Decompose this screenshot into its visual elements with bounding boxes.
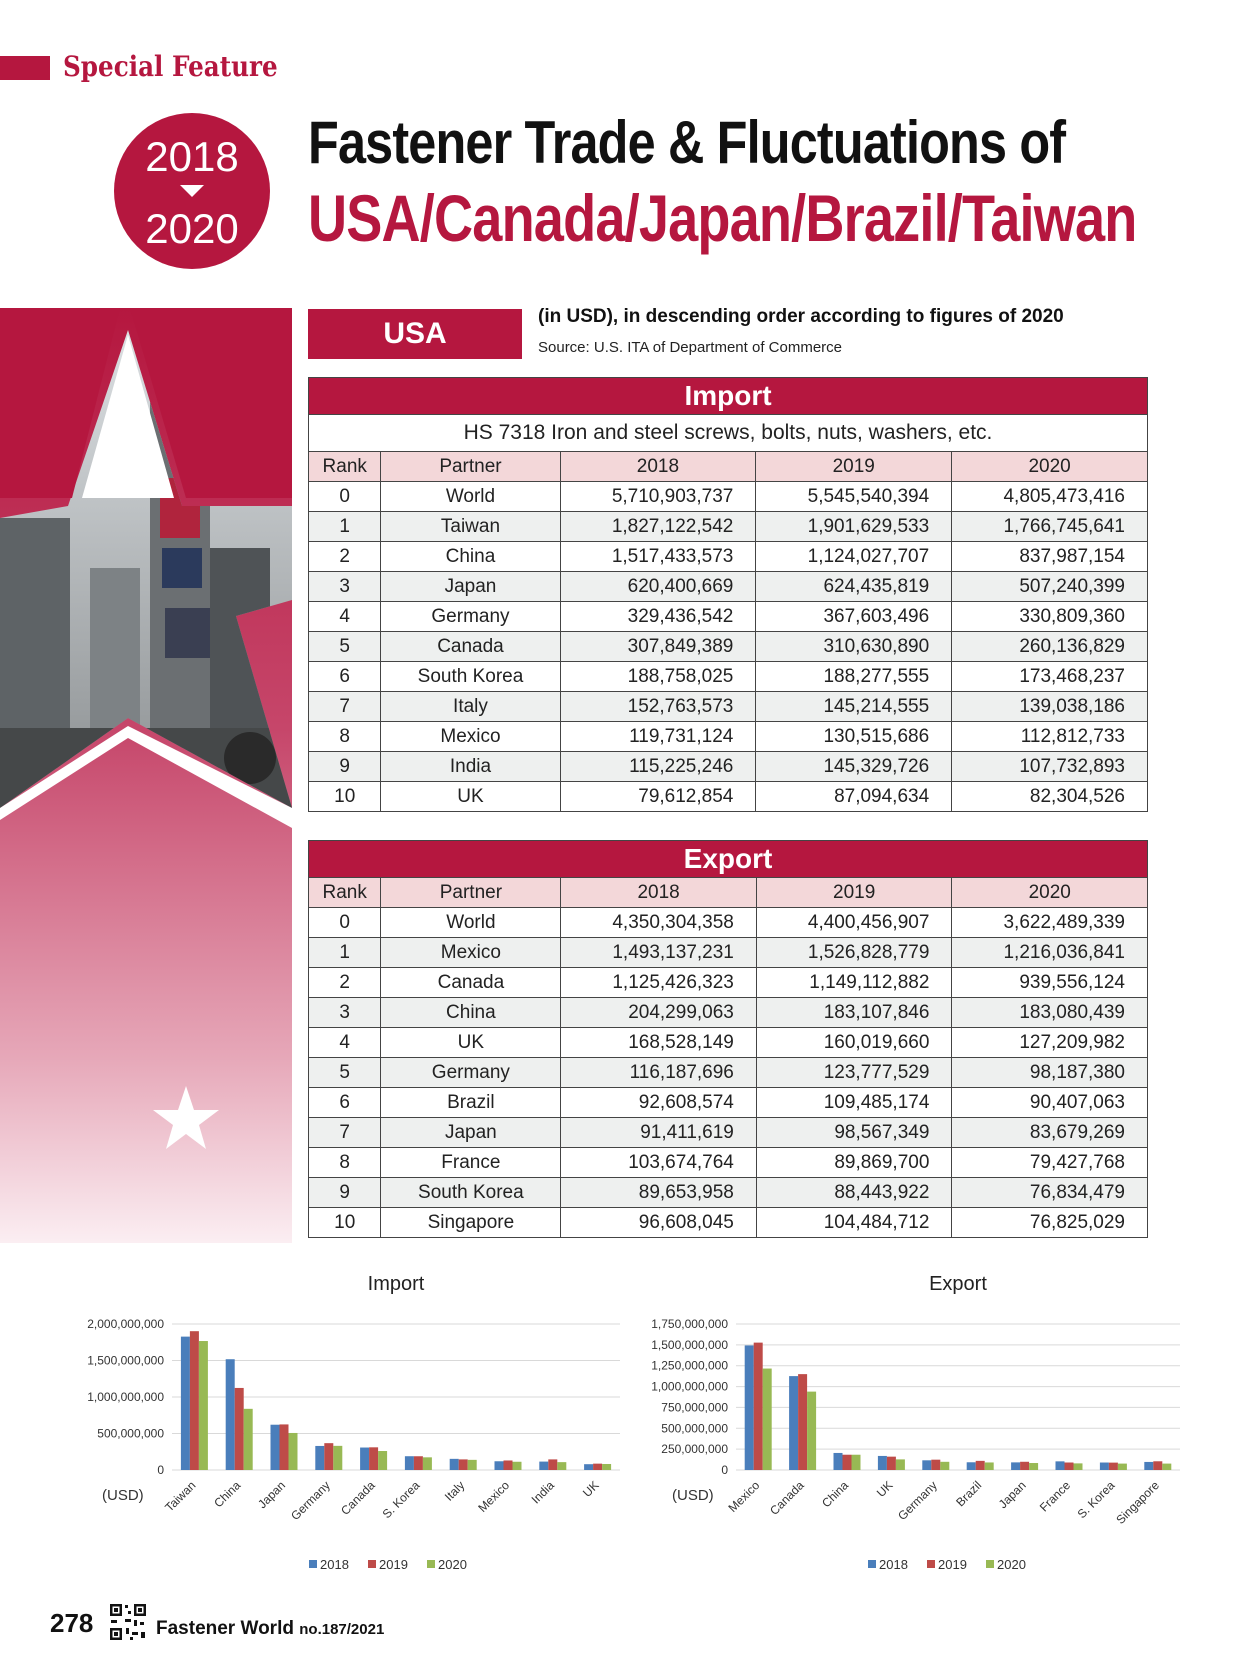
bar-2018 bbox=[745, 1345, 754, 1470]
bar-2019 bbox=[1020, 1462, 1029, 1470]
table-row bbox=[309, 1028, 1148, 1058]
table-row bbox=[309, 1178, 1148, 1208]
value-cell: 145,214,555 bbox=[756, 692, 952, 722]
bar-2018 bbox=[405, 1456, 414, 1470]
partner-cell: UK bbox=[381, 782, 560, 812]
table-row bbox=[309, 542, 1148, 572]
value-cell: 329,436,542 bbox=[560, 602, 756, 632]
table-row bbox=[309, 692, 1148, 722]
value-cell: 204,299,063 bbox=[561, 998, 757, 1028]
partner-cell: Mexico bbox=[381, 938, 561, 968]
partner-cell: Germany bbox=[381, 602, 560, 632]
table-row bbox=[309, 908, 1148, 938]
y-tick-label: 2,000,000,000 bbox=[87, 1317, 164, 1331]
y-tick-label: 1,000,000,000 bbox=[651, 1379, 728, 1394]
bar-2020 bbox=[1074, 1463, 1083, 1470]
magazine-name bbox=[156, 1618, 384, 1640]
bar-2018 bbox=[584, 1464, 593, 1470]
x-tick-label: Taiwan bbox=[162, 1478, 199, 1515]
bar-2019 bbox=[976, 1461, 985, 1470]
chart-title: Export bbox=[929, 1273, 987, 1295]
times-square-photo bbox=[0, 308, 292, 1243]
x-tick-label: Canada bbox=[767, 1478, 807, 1518]
section-label: Special Feature bbox=[63, 50, 278, 83]
magazine-title: Fastener World bbox=[156, 1618, 294, 1639]
value-cell: 939,556,124 bbox=[952, 968, 1148, 998]
y-tick-label: 0 bbox=[721, 1463, 728, 1477]
rank-cell: 2 bbox=[309, 542, 381, 572]
bar-2018 bbox=[226, 1359, 235, 1470]
export-table-caption: Export bbox=[309, 841, 1148, 878]
qr-code-icon bbox=[108, 1602, 148, 1642]
value-cell: 76,834,479 bbox=[952, 1178, 1148, 1208]
rank-cell: 1 bbox=[309, 512, 381, 542]
rank-cell: 4 bbox=[309, 1028, 381, 1058]
value-cell: 89,653,958 bbox=[561, 1178, 757, 1208]
column-header: 2018 bbox=[561, 878, 757, 908]
value-cell: 98,567,349 bbox=[756, 1118, 952, 1148]
partner-cell: Mexico bbox=[381, 722, 560, 752]
value-cell: 87,094,634 bbox=[756, 782, 952, 812]
page-title-line1: Fastener Trade & Fluctuations of bbox=[308, 109, 1066, 176]
rank-cell: 2 bbox=[309, 968, 381, 998]
bar-2020 bbox=[423, 1457, 432, 1470]
import-table-subtitle: HS 7318 Iron and steel screws, bolts, nuts, washers, etc. bbox=[309, 415, 1148, 452]
bar-2020 bbox=[763, 1369, 772, 1470]
x-tick-label: Japan bbox=[995, 1478, 1029, 1512]
partner-cell: UK bbox=[381, 1028, 561, 1058]
value-cell: 88,443,922 bbox=[756, 1178, 952, 1208]
value-cell: 1,216,036,841 bbox=[952, 938, 1148, 968]
bar-2019 bbox=[887, 1457, 896, 1470]
value-cell: 116,187,696 bbox=[561, 1058, 757, 1088]
partner-cell: India bbox=[381, 752, 560, 782]
x-tick-label: Brazil bbox=[953, 1478, 985, 1510]
bar-2019 bbox=[235, 1388, 244, 1470]
value-cell: 1,827,122,542 bbox=[560, 512, 756, 542]
bar-2018 bbox=[315, 1446, 324, 1470]
partner-cell: Canada bbox=[381, 632, 560, 662]
bar-2020 bbox=[1162, 1464, 1171, 1470]
partner-cell: South Korea bbox=[381, 662, 560, 692]
page-title-line2: USA/Canada/Japan/Brazil/Taiwan bbox=[308, 181, 1137, 255]
rank-cell: 3 bbox=[309, 998, 381, 1028]
decorative-side-panel bbox=[0, 308, 292, 1243]
bar-2018 bbox=[539, 1462, 548, 1470]
bar-2019 bbox=[1109, 1463, 1118, 1470]
bar-2019 bbox=[548, 1459, 557, 1470]
value-cell: 152,763,573 bbox=[560, 692, 756, 722]
rank-cell: 9 bbox=[309, 1178, 381, 1208]
value-cell: 130,515,686 bbox=[756, 722, 952, 752]
star-icon bbox=[153, 1086, 219, 1149]
table-row bbox=[309, 572, 1148, 602]
x-tick-label: Germany bbox=[895, 1478, 940, 1524]
legend-label: 2020 bbox=[997, 1557, 1026, 1572]
x-tick-label: Singapore bbox=[1113, 1478, 1162, 1527]
value-cell: 92,608,574 bbox=[561, 1088, 757, 1118]
column-header: Partner bbox=[381, 878, 561, 908]
value-cell: 837,987,154 bbox=[952, 542, 1148, 572]
export-bar-chart bbox=[620, 1272, 1200, 1582]
table-row bbox=[309, 722, 1148, 752]
import-table bbox=[308, 377, 1148, 812]
value-cell: 1,125,426,323 bbox=[561, 968, 757, 998]
legend-swatch bbox=[368, 1560, 376, 1568]
partner-cell: Japan bbox=[381, 1118, 561, 1148]
value-cell: 1,124,027,707 bbox=[756, 542, 952, 572]
bar-2019 bbox=[280, 1424, 289, 1470]
bar-2020 bbox=[289, 1433, 298, 1470]
value-cell: 330,809,360 bbox=[952, 602, 1148, 632]
value-cell: 103,674,764 bbox=[561, 1148, 757, 1178]
value-cell: 183,080,439 bbox=[952, 998, 1148, 1028]
y-tick-label: 0 bbox=[157, 1463, 164, 1477]
bar-2020 bbox=[244, 1409, 253, 1470]
table-row bbox=[309, 998, 1148, 1028]
table-row bbox=[309, 1088, 1148, 1118]
bar-2020 bbox=[602, 1464, 611, 1470]
bar-2018 bbox=[181, 1337, 190, 1470]
rank-cell: 5 bbox=[309, 632, 381, 662]
column-header: 2020 bbox=[952, 452, 1148, 482]
unit-note: (in USD), in descending order according to figures of 2020 bbox=[538, 306, 1064, 327]
table-row bbox=[309, 752, 1148, 782]
bar-2018 bbox=[789, 1376, 798, 1470]
value-cell: 1,517,433,573 bbox=[560, 542, 756, 572]
rank-cell: 8 bbox=[309, 1148, 381, 1178]
partner-cell: China bbox=[381, 998, 561, 1028]
value-cell: 139,038,186 bbox=[952, 692, 1148, 722]
x-tick-label: Japan bbox=[255, 1478, 289, 1512]
value-cell: 112,812,733 bbox=[952, 722, 1148, 752]
table-row bbox=[309, 482, 1148, 512]
bar-2020 bbox=[1118, 1464, 1127, 1470]
legend-swatch bbox=[927, 1560, 935, 1568]
table-row bbox=[309, 968, 1148, 998]
table-row bbox=[309, 1118, 1148, 1148]
value-cell: 123,777,529 bbox=[756, 1058, 952, 1088]
partner-cell: Brazil bbox=[381, 1088, 561, 1118]
table-row bbox=[309, 1148, 1148, 1178]
partner-cell: Taiwan bbox=[381, 512, 560, 542]
value-cell: 188,758,025 bbox=[560, 662, 756, 692]
table-row bbox=[309, 782, 1148, 812]
value-cell: 79,427,768 bbox=[952, 1148, 1148, 1178]
value-cell: 624,435,819 bbox=[756, 572, 952, 602]
y-axis-unit-label: (USD) bbox=[672, 1487, 714, 1504]
section-marker-bar bbox=[0, 56, 50, 80]
bar-2018 bbox=[1100, 1463, 1109, 1470]
table-row bbox=[309, 1058, 1148, 1088]
value-cell: 620,400,669 bbox=[560, 572, 756, 602]
y-tick-label: 1,000,000,000 bbox=[87, 1390, 164, 1404]
down-arrow-icon bbox=[180, 185, 204, 197]
table-row bbox=[309, 602, 1148, 632]
value-cell: 76,825,029 bbox=[952, 1208, 1148, 1238]
column-header: 2019 bbox=[756, 452, 952, 482]
table-row bbox=[309, 1208, 1148, 1238]
issue-number: no.187/2021 bbox=[299, 1621, 385, 1638]
value-cell: 79,612,854 bbox=[560, 782, 756, 812]
x-tick-label: S. Korea bbox=[1074, 1478, 1118, 1522]
value-cell: 115,225,246 bbox=[560, 752, 756, 782]
x-tick-label: China bbox=[211, 1478, 244, 1511]
bar-2019 bbox=[593, 1464, 602, 1470]
x-tick-label: France bbox=[1036, 1478, 1074, 1515]
partner-cell: World bbox=[381, 908, 561, 938]
bar-2020 bbox=[468, 1460, 477, 1470]
table-header-row bbox=[309, 878, 1148, 908]
rank-cell: 10 bbox=[309, 782, 381, 812]
value-cell: 98,187,380 bbox=[952, 1058, 1148, 1088]
legend-swatch bbox=[309, 1560, 317, 1568]
value-cell: 91,411,619 bbox=[561, 1118, 757, 1148]
bar-2020 bbox=[513, 1462, 522, 1470]
column-header: Partner bbox=[381, 452, 560, 482]
partner-cell: Italy bbox=[381, 692, 560, 722]
rank-cell: 10 bbox=[309, 1208, 381, 1238]
value-cell: 1,526,828,779 bbox=[756, 938, 952, 968]
rank-cell: 5 bbox=[309, 1058, 381, 1088]
bar-2020 bbox=[896, 1459, 905, 1470]
bar-2020 bbox=[852, 1455, 861, 1470]
value-cell: 1,493,137,231 bbox=[561, 938, 757, 968]
legend-label: 2019 bbox=[938, 1557, 967, 1572]
bar-2019 bbox=[459, 1459, 468, 1470]
table-row bbox=[309, 632, 1148, 662]
partner-cell: Japan bbox=[381, 572, 560, 602]
value-cell: 104,484,712 bbox=[756, 1208, 952, 1238]
value-cell: 5,710,903,737 bbox=[560, 482, 756, 512]
bar-2018 bbox=[967, 1462, 976, 1470]
y-tick-label: 1,750,000,000 bbox=[651, 1317, 728, 1331]
table-row bbox=[309, 662, 1148, 692]
legend-label: 2019 bbox=[379, 1557, 408, 1572]
bar-2018 bbox=[1056, 1461, 1065, 1470]
bar-2020 bbox=[378, 1451, 387, 1470]
y-tick-label: 1,500,000,000 bbox=[87, 1353, 164, 1368]
y-tick-label: 1,500,000,000 bbox=[651, 1337, 728, 1352]
partner-cell: China bbox=[381, 542, 560, 572]
bar-2020 bbox=[1029, 1463, 1038, 1470]
bar-2019 bbox=[843, 1455, 852, 1470]
value-cell: 367,603,496 bbox=[756, 602, 952, 632]
x-tick-label: Italy bbox=[441, 1478, 468, 1504]
y-tick-label: 500,000,000 bbox=[661, 1421, 728, 1436]
country-tag: USA bbox=[308, 309, 522, 359]
column-header: 2020 bbox=[952, 878, 1148, 908]
bar-2018 bbox=[450, 1459, 459, 1470]
value-cell: 90,407,063 bbox=[952, 1088, 1148, 1118]
rank-cell: 7 bbox=[309, 692, 381, 722]
y-tick-label: 750,000,000 bbox=[661, 1400, 728, 1415]
bar-2020 bbox=[985, 1462, 994, 1470]
bar-2019 bbox=[414, 1456, 423, 1470]
value-cell: 145,329,726 bbox=[756, 752, 952, 782]
value-cell: 107,732,893 bbox=[952, 752, 1148, 782]
bar-2020 bbox=[557, 1462, 566, 1470]
bar-2019 bbox=[504, 1460, 513, 1470]
y-tick-label: 500,000,000 bbox=[97, 1426, 164, 1441]
bar-2019 bbox=[931, 1460, 940, 1470]
bar-2019 bbox=[1153, 1461, 1162, 1470]
legend-label: 2018 bbox=[320, 1557, 349, 1572]
bar-2019 bbox=[190, 1331, 199, 1470]
rank-cell: 8 bbox=[309, 722, 381, 752]
value-cell: 507,240,399 bbox=[952, 572, 1148, 602]
rank-cell: 0 bbox=[309, 908, 381, 938]
rank-cell: 9 bbox=[309, 752, 381, 782]
legend-swatch bbox=[868, 1560, 876, 1568]
value-cell: 168,528,149 bbox=[561, 1028, 757, 1058]
value-cell: 307,849,389 bbox=[560, 632, 756, 662]
value-cell: 1,149,112,882 bbox=[756, 968, 952, 998]
value-cell: 1,901,629,533 bbox=[756, 512, 952, 542]
column-header: Rank bbox=[309, 878, 381, 908]
x-tick-label: S. Korea bbox=[379, 1478, 423, 1522]
x-tick-label: China bbox=[819, 1478, 852, 1511]
table-row bbox=[309, 938, 1148, 968]
value-cell: 4,350,304,358 bbox=[561, 908, 757, 938]
value-cell: 1,766,745,641 bbox=[952, 512, 1148, 542]
x-tick-label: India bbox=[528, 1478, 557, 1507]
bar-2020 bbox=[333, 1446, 342, 1470]
rank-cell: 6 bbox=[309, 1088, 381, 1118]
value-cell: 89,869,700 bbox=[756, 1148, 952, 1178]
chart-title: Import bbox=[367, 1273, 425, 1295]
value-cell: 173,468,237 bbox=[952, 662, 1148, 692]
bar-2020 bbox=[199, 1341, 208, 1470]
badge-year-start: 2018 bbox=[145, 133, 239, 180]
bar-2018 bbox=[360, 1448, 369, 1470]
legend-label: 2018 bbox=[879, 1557, 908, 1572]
bar-2019 bbox=[1065, 1463, 1074, 1470]
bar-2020 bbox=[807, 1392, 816, 1470]
bar-2019 bbox=[754, 1343, 763, 1470]
partner-cell: Canada bbox=[381, 968, 561, 998]
value-cell: 127,209,982 bbox=[952, 1028, 1148, 1058]
partner-cell: Germany bbox=[381, 1058, 561, 1088]
bar-2019 bbox=[324, 1443, 333, 1470]
legend-label: 2020 bbox=[438, 1557, 467, 1572]
partner-cell: France bbox=[381, 1148, 561, 1178]
bar-2018 bbox=[495, 1461, 504, 1470]
rank-cell: 3 bbox=[309, 572, 381, 602]
source-note: Source: U.S. ITA of Department of Commerce bbox=[538, 339, 842, 356]
export-table bbox=[308, 840, 1148, 1238]
x-tick-label: UK bbox=[580, 1478, 602, 1500]
value-cell: 188,277,555 bbox=[756, 662, 952, 692]
value-cell: 82,304,526 bbox=[952, 782, 1148, 812]
x-tick-label: Mexico bbox=[475, 1478, 513, 1516]
year-badge bbox=[114, 113, 270, 269]
import-table-caption: Import bbox=[309, 378, 1148, 415]
rank-cell: 7 bbox=[309, 1118, 381, 1148]
value-cell: 5,545,540,394 bbox=[756, 482, 952, 512]
value-cell: 183,107,846 bbox=[756, 998, 952, 1028]
bar-2018 bbox=[878, 1456, 887, 1470]
rank-cell: 0 bbox=[309, 482, 381, 512]
bar-2019 bbox=[798, 1374, 807, 1470]
value-cell: 119,731,124 bbox=[560, 722, 756, 752]
partner-cell: Singapore bbox=[381, 1208, 561, 1238]
x-tick-label: Mexico bbox=[725, 1478, 763, 1516]
bar-2018 bbox=[922, 1460, 931, 1470]
y-tick-label: 250,000,000 bbox=[661, 1442, 728, 1457]
value-cell: 310,630,890 bbox=[756, 632, 952, 662]
x-tick-label: Canada bbox=[338, 1478, 378, 1518]
badge-year-end: 2020 bbox=[145, 205, 239, 252]
column-header: 2019 bbox=[756, 878, 952, 908]
bar-2020 bbox=[940, 1462, 949, 1470]
column-header: Rank bbox=[309, 452, 381, 482]
legend-swatch bbox=[986, 1560, 994, 1568]
value-cell: 83,679,269 bbox=[952, 1118, 1148, 1148]
rank-cell: 1 bbox=[309, 938, 381, 968]
value-cell: 3,622,489,339 bbox=[952, 908, 1148, 938]
bar-2018 bbox=[271, 1425, 280, 1470]
y-axis-unit-label: (USD) bbox=[102, 1487, 144, 1504]
page-number: 278 bbox=[50, 1608, 94, 1638]
table-header-row bbox=[309, 452, 1148, 482]
rank-cell: 6 bbox=[309, 662, 381, 692]
legend-swatch bbox=[427, 1560, 435, 1568]
rank-cell: 4 bbox=[309, 602, 381, 632]
bar-2018 bbox=[1144, 1462, 1153, 1470]
bar-2018 bbox=[1011, 1462, 1020, 1470]
value-cell: 160,019,660 bbox=[756, 1028, 952, 1058]
value-cell: 260,136,829 bbox=[952, 632, 1148, 662]
value-cell: 96,608,045 bbox=[561, 1208, 757, 1238]
import-bar-chart bbox=[60, 1272, 620, 1582]
column-header: 2018 bbox=[560, 452, 756, 482]
partner-cell: World bbox=[381, 482, 560, 512]
x-tick-label: UK bbox=[873, 1478, 896, 1500]
bar-2019 bbox=[369, 1447, 378, 1470]
y-tick-label: 1,250,000,000 bbox=[651, 1358, 728, 1373]
bar-2018 bbox=[834, 1453, 843, 1470]
x-tick-label: Germany bbox=[288, 1478, 333, 1524]
value-cell: 4,805,473,416 bbox=[952, 482, 1148, 512]
value-cell: 109,485,174 bbox=[756, 1088, 952, 1118]
value-cell: 4,400,456,907 bbox=[756, 908, 952, 938]
partner-cell: South Korea bbox=[381, 1178, 561, 1208]
table-row bbox=[309, 512, 1148, 542]
